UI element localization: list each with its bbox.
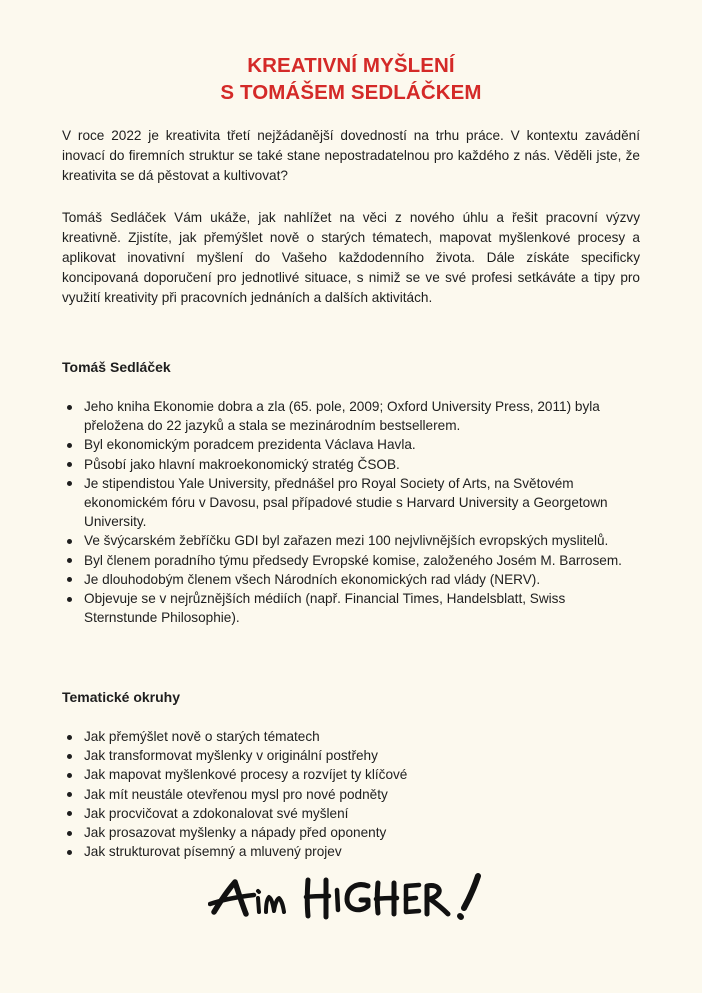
bullet-icon [67,577,72,582]
title-line-1: KREATIVNÍ MYŠLENÍ [247,54,455,77]
list-item-text: Jak přemýšlet nově o starých tématech [84,729,320,744]
list-item-text: Působí jako hlavní makroekonomický stratég ČSOB. [84,456,400,472]
bullet-icon [67,539,72,544]
bullet-icon [67,735,72,740]
bullet-icon [67,754,72,759]
bullet-icon [67,792,72,797]
bullet-icon [67,811,72,816]
list-item-text: Jeho kniha Ekonomie dobra a zla (65. pole, 2009; Oxford University Press, 2011) byla přeložena do 22 jazyků a stala se mezinárodním bestsellerem. [84,399,600,434]
list-item [62,397,640,435]
list-item-text: Jak mapovat myšlenkové procesy a rozvíjet ty klíčové [84,767,408,783]
list-item [62,842,640,861]
bullet-icon [67,481,72,486]
list-item [62,551,640,570]
list-item [62,785,640,804]
bullet-icon [67,558,72,563]
bullet-icon [67,831,72,836]
list-item [62,727,640,746]
list-item [62,570,640,589]
bullet-icon [67,773,72,778]
bullet-icon [67,462,72,467]
bio-list [62,397,640,627]
bio-heading: Tomáš Sedláček [62,359,171,375]
list-item-text: Jak mít neustále otevřenou mysl pro nové podněty [84,786,388,802]
list-item-text: Je dlouhodobým členem všech Národních ekonomických rad vlády (NERV). [84,571,541,587]
list-item-text: Je stipendistou Yale University, přednášel pro Royal Society of Arts, na Světovém ekonomickém fóru v Davosu, psal případové studie s Harvard University a Georgetown University. [84,475,608,530]
list-item-text: Jak strukturovat písemný a mluvený projev [84,844,342,860]
list-item-text: Objevuje se v nejrůznějších médiích (např. Financial Times, Handelsblatt, Swiss Sternstunde Philosophie). [84,591,566,626]
bullet-icon [67,597,72,602]
intro-paragraph-1: V roce 2022 je kreativita třetí nejžádanější dovedností na trhu práce. V kontextu zavádění inovací do firemních struktur se také stane nepostradatelnou pro každého z nás. Věděli jste, že kreativita se dá pěstovat a kultivovat? [62,128,640,183]
slogan-strokes [210,876,478,917]
list-item [62,589,640,627]
list-item [62,765,640,784]
intro-paragraph-2: Tomáš Sedláček Vám ukáže, jak nahlížet na věci z nového úhlu a řešit pracovní výzvy kreativně. Zjistíte, jak přemýšlet nově o starých tématech, mapovat myšlenkové procesy a aplikovat inovativní myšlení do Vašeho každodenního života. Dále získáte specificky koncipovaná doporučení pro jednotlivé situace, s nimiž se ve své profesi setkáváte a tipy pro využití kreativity při pracovních jednáních a dalších aktivitách. [62,210,640,305]
aim-higher-slogan [208,872,498,932]
page-title [0,52,702,106]
list-item-text: Byl členem poradního týmu předsedy Evropské komise, založeného Josém M. Barrosem. [84,552,622,568]
list-item [62,474,640,532]
list-item-text: Ve švýcarském žebříčku GDI byl zařazen mezi 100 nejvlivnějších evropských myslitelů. [84,533,609,549]
list-item-text: Byl ekonomickým poradcem prezidenta Václava Havla. [84,437,416,453]
list-item [62,435,640,454]
list-item [62,804,640,823]
list-item [62,531,640,550]
list-item [62,823,640,842]
list-item [62,455,640,474]
list-item-text: Jak prosazovat myšlenky a nápady před oponenty [84,825,387,841]
title-line-2: S TOMÁŠEM SEDLÁČKEM [220,81,482,104]
list-item [62,746,640,765]
list-item-text: Jak procvičovat a zdokonalovat své myšlení [84,805,349,821]
topics-list [62,727,640,861]
bullet-icon [67,405,72,410]
bullet-icon [67,850,72,855]
list-item-text: Jak transformovat myšlenky v originální postřehy [84,748,378,764]
topics-heading: Tematické okruhy [62,689,181,705]
bullet-icon [67,443,72,448]
